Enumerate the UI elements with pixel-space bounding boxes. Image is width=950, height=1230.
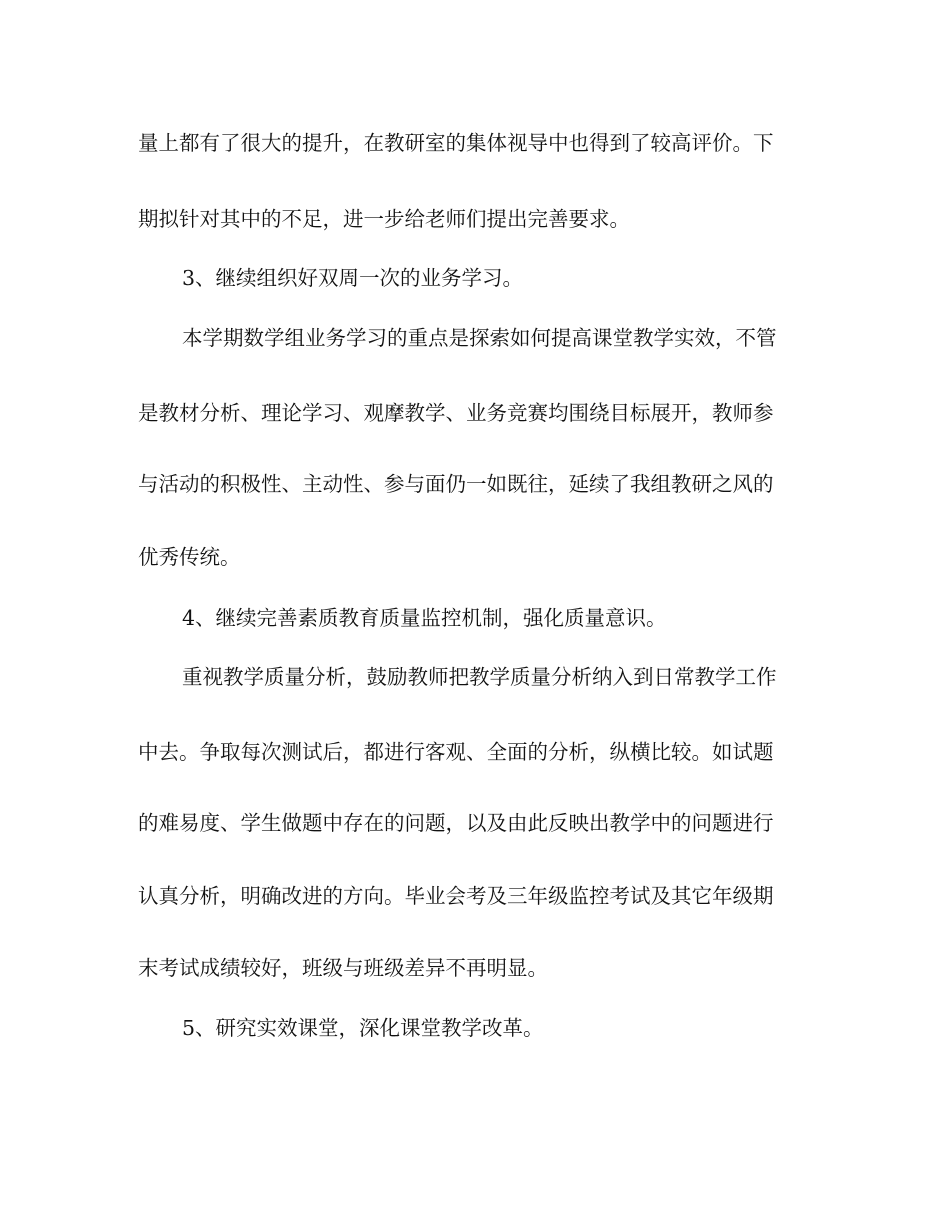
- paragraph-line: 中去。争取每次测试后，都进行客观、全面的分析，纵横比较。如试题: [138, 740, 774, 764]
- section-heading: 3、继续组织好双周一次的业务学习。: [182, 266, 524, 290]
- section-heading: 4、继续完善素质教育质量监控机制，强化质量意识。: [182, 606, 667, 630]
- paragraph-line: 量上都有了很大的提升，在教研室的集体视导中也得到了较高评价。下: [138, 131, 774, 155]
- paragraph-line: 期拟针对其中的不足，进一步给老师们提出完善要求。: [138, 207, 630, 231]
- paragraph-line: 末考试成绩较好，班级与班级差异不再明显。: [138, 956, 548, 980]
- paragraph-line: 是教材分析、理论学习、观摩教学、业务竞赛均围绕目标展开，教师参: [138, 401, 774, 425]
- paragraph-line: 重视教学质量分析，鼓励教师把教学质量分析纳入到日常教学工作: [182, 665, 777, 689]
- section-heading: 5、研究实效课堂，深化课堂教学改革。: [182, 1016, 544, 1040]
- paragraph-line: 本学期数学组业务学习的重点是探索如何提高课堂教学实效，不管: [182, 326, 777, 350]
- paragraph-line: 与活动的积极性、主动性、参与面仍一如既往，延续了我组教研之风的: [138, 472, 774, 496]
- paragraph-line: 优秀传统。: [138, 545, 241, 569]
- paragraph-line: 认真分析，明确改进的方向。毕业会考及三年级监控考试及其它年级期: [138, 884, 774, 908]
- paragraph-line: 的难易度、学生做题中存在的问题，以及由此反映出教学中的问题进行: [138, 811, 774, 835]
